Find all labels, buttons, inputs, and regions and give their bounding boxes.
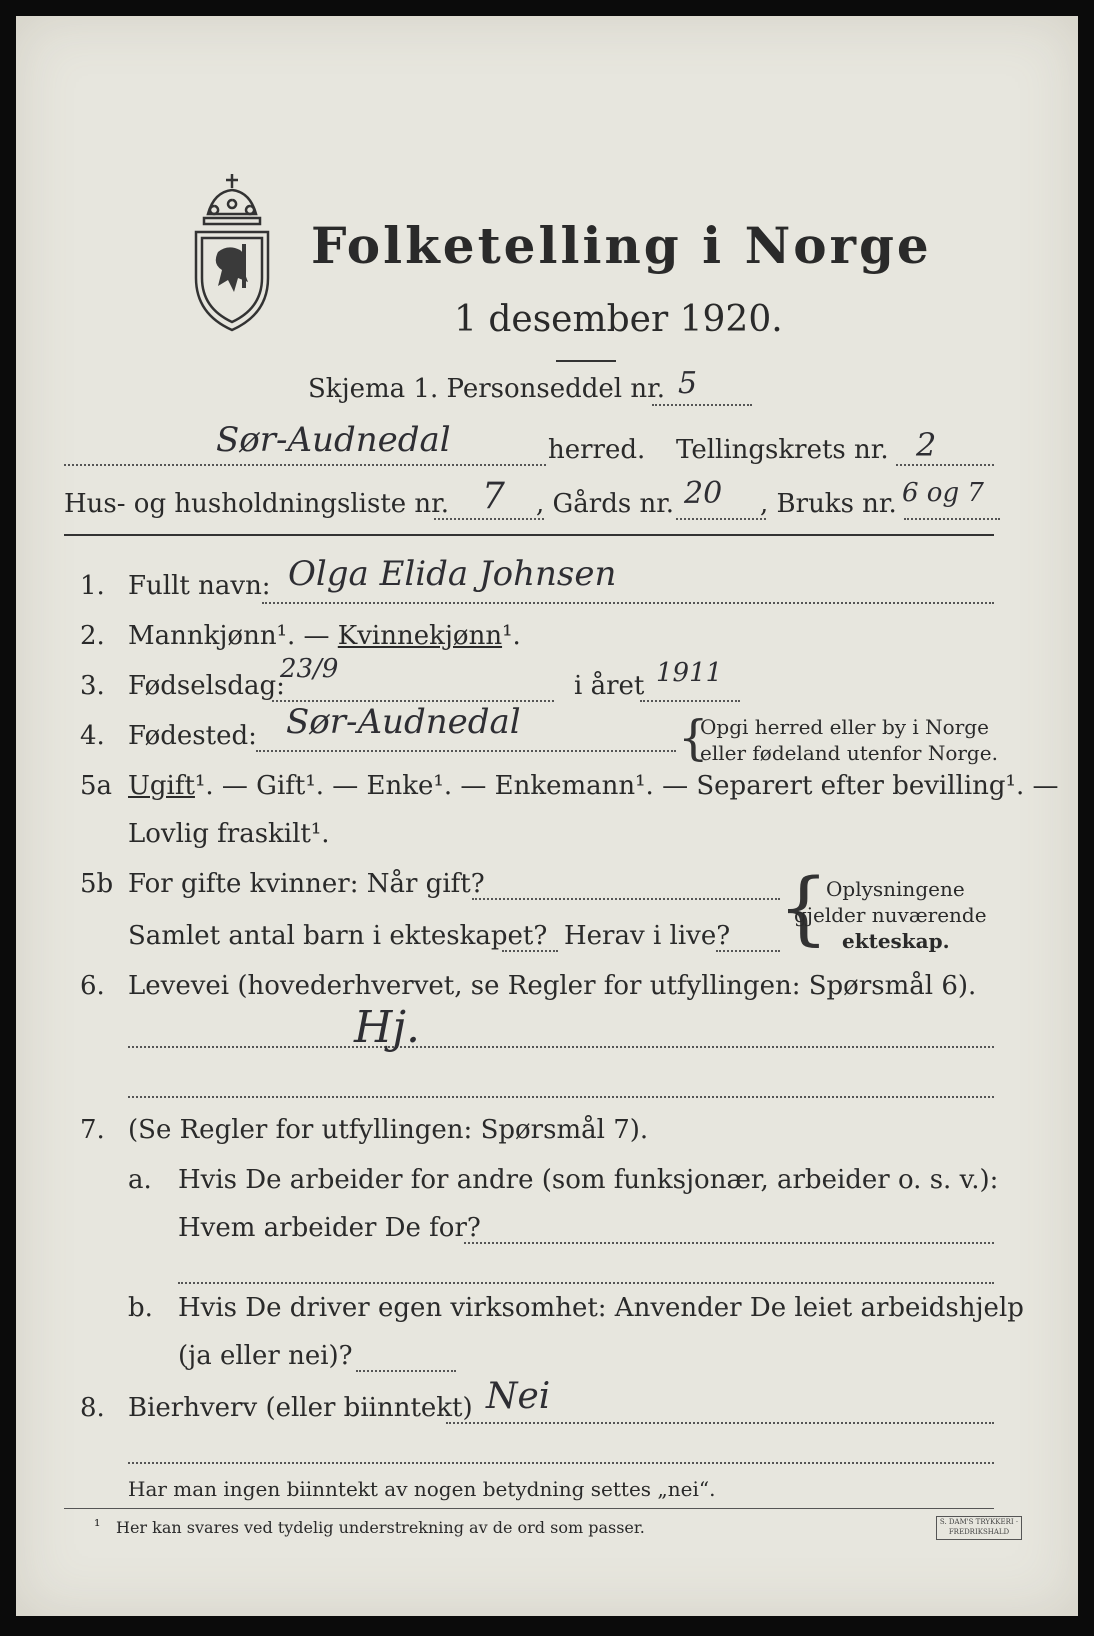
census-form <box>16 16 1078 1616</box>
q5b-number: 5b <box>80 869 114 899</box>
form-title: Folketelling i Norge <box>311 216 932 275</box>
bruks-dots <box>904 518 1000 520</box>
q3-label: Fødselsdag: <box>128 671 285 701</box>
q4-note-1: Opgi herred eller by i Norge <box>700 715 989 739</box>
q6-label: Levevei (hovederhvervet, se Regler for utfyllingen: Spørsmål 6). <box>128 971 977 1001</box>
marital-options-rest[interactable]: ¹. — Gift¹. — Enke¹. — Enkemann¹. — Separert efter bevilling¹. — <box>194 771 1059 801</box>
q5b-note-2 <box>794 902 987 928</box>
footnote-text: Her kan svares ved tydelig understrekning av de ord som passer. <box>116 1518 645 1537</box>
q6-number: 6. <box>80 971 105 1001</box>
footnote-mark: ¹ <box>94 1516 101 1535</box>
gards-label: , Gårds nr. <box>536 489 675 519</box>
footnote-rule <box>64 1508 994 1509</box>
gards-dots <box>676 518 766 520</box>
q5b-children-dots[interactable] <box>502 950 558 952</box>
gender-option-female[interactable]: Kvinnekjønn <box>337 621 503 651</box>
herred-label: herred. <box>548 435 646 465</box>
q5a-line-2[interactable]: Lovlig fraskilt¹. <box>128 819 330 849</box>
q7a-dots-1[interactable] <box>464 1242 994 1244</box>
personseddel-number[interactable]: 5 <box>678 366 698 401</box>
marital-option-ugift[interactable]: Ugift <box>128 771 195 801</box>
full-name-value[interactable]: Olga Elida Johnsen <box>288 554 617 594</box>
q7a-dots-2[interactable] <box>178 1282 994 1284</box>
q4-label: Fødested: <box>128 721 257 751</box>
occupation-value[interactable]: Hj. <box>354 1002 420 1053</box>
q4-note-2: eller fødeland utenfor Norge. <box>700 741 998 765</box>
q5a-number: 5a <box>80 771 113 801</box>
nei-instruction: Har man ingen biinntekt av nogen betydning settes „nei“. <box>128 1477 716 1501</box>
q8-dots-2[interactable] <box>128 1462 994 1464</box>
gards-number[interactable]: 20 <box>684 476 723 511</box>
q4-brace: { <box>678 710 709 766</box>
q4-dots <box>256 750 676 752</box>
hus-dots <box>434 518 544 520</box>
q3-year-dots <box>640 700 740 702</box>
personseddel-dots <box>652 404 752 406</box>
tellingskrets-dots <box>896 464 994 466</box>
q6-dots-1[interactable] <box>128 1046 994 1048</box>
q8-number: 8. <box>80 1393 105 1423</box>
q1-dots <box>262 602 994 604</box>
form-subtitle: 1 desember 1920. <box>454 299 783 340</box>
q7a-line-2: Hvem arbeider De for? <box>178 1213 481 1243</box>
q5b-note-2-text: gjelder nuværende <box>794 903 987 927</box>
q3-number: 3. <box>80 671 105 701</box>
q5b-married-dots[interactable] <box>472 898 780 900</box>
q4-number: 4. <box>80 721 105 751</box>
q7b-line-1: Hvis De driver egen virksomhet: Anvender De leiet arbeidshjelp <box>178 1293 1024 1323</box>
q7b-dots[interactable] <box>356 1370 456 1372</box>
bruks-label: , Bruks nr. <box>760 489 897 519</box>
q2-gender-options <box>128 620 521 652</box>
q7-number: 7. <box>80 1115 105 1145</box>
gender-footnote-mark: ¹. <box>502 621 521 651</box>
q7b-number: b. <box>128 1293 153 1323</box>
q5b-children-label: Samlet antal barn i ekteskapet? <box>128 921 548 951</box>
q6-dots-2[interactable] <box>128 1096 994 1098</box>
header-rule <box>64 534 994 536</box>
bruks-number[interactable]: 6 og 7 <box>902 478 984 508</box>
q8-label: Bierhverv (eller biinntekt) <box>128 1393 473 1423</box>
q7-label: (Se Regler for utfyllingen: Spørsmål 7). <box>128 1115 649 1145</box>
q7a-number: a. <box>128 1165 152 1195</box>
q1-number: 1. <box>80 571 105 601</box>
q8-dots[interactable] <box>446 1422 994 1424</box>
q5b-note-1: Oplysningene <box>826 877 965 901</box>
q5a-line-1 <box>128 770 1059 802</box>
q7a-line-1: Hvis De arbeider for andre (som funksjonær, arbeider o. s. v.): <box>178 1165 999 1195</box>
birth-year-value[interactable]: 1911 <box>656 658 723 688</box>
birthday-value[interactable]: 23/9 <box>280 654 339 684</box>
birthplace-value[interactable]: Sør-Audnedal <box>286 702 521 742</box>
q5b-brace: { <box>778 861 829 954</box>
printer-stamp: S. DAM'S TRYKKERI · FREDRIKSHALD <box>936 1516 1022 1540</box>
hus-number[interactable]: 7 <box>482 476 505 517</box>
herred-value[interactable]: Sør-Audnedal <box>216 420 451 460</box>
tellingskrets-label: Tellingskrets nr. <box>676 435 889 465</box>
tellingskrets-number[interactable]: 2 <box>916 426 937 464</box>
q5b-alive-dots[interactable] <box>716 950 780 952</box>
side-income-value[interactable]: Nei <box>486 1376 551 1417</box>
q5b-note-3: ekteskap. <box>842 929 950 953</box>
schema-label: Skjema 1. Personseddel nr. <box>308 374 665 404</box>
q3-year-label: i året <box>574 671 645 701</box>
hus-label: Hus- og husholdningsliste nr. <box>64 489 450 519</box>
q7b-line-2: (ja eller nei)? <box>178 1341 353 1371</box>
q5b-line-1: For gifte kvinner: Når gift? <box>128 869 485 899</box>
q1-label: Fullt navn: <box>128 571 271 601</box>
coat-of-arms-icon <box>184 166 280 336</box>
q5b-alive-label: Herav i live? <box>564 921 731 951</box>
q2-number: 2. <box>80 621 105 651</box>
title-divider <box>556 360 616 362</box>
herred-dots <box>64 464 546 466</box>
gender-option-male[interactable]: Mannkjønn¹. — <box>128 621 338 651</box>
